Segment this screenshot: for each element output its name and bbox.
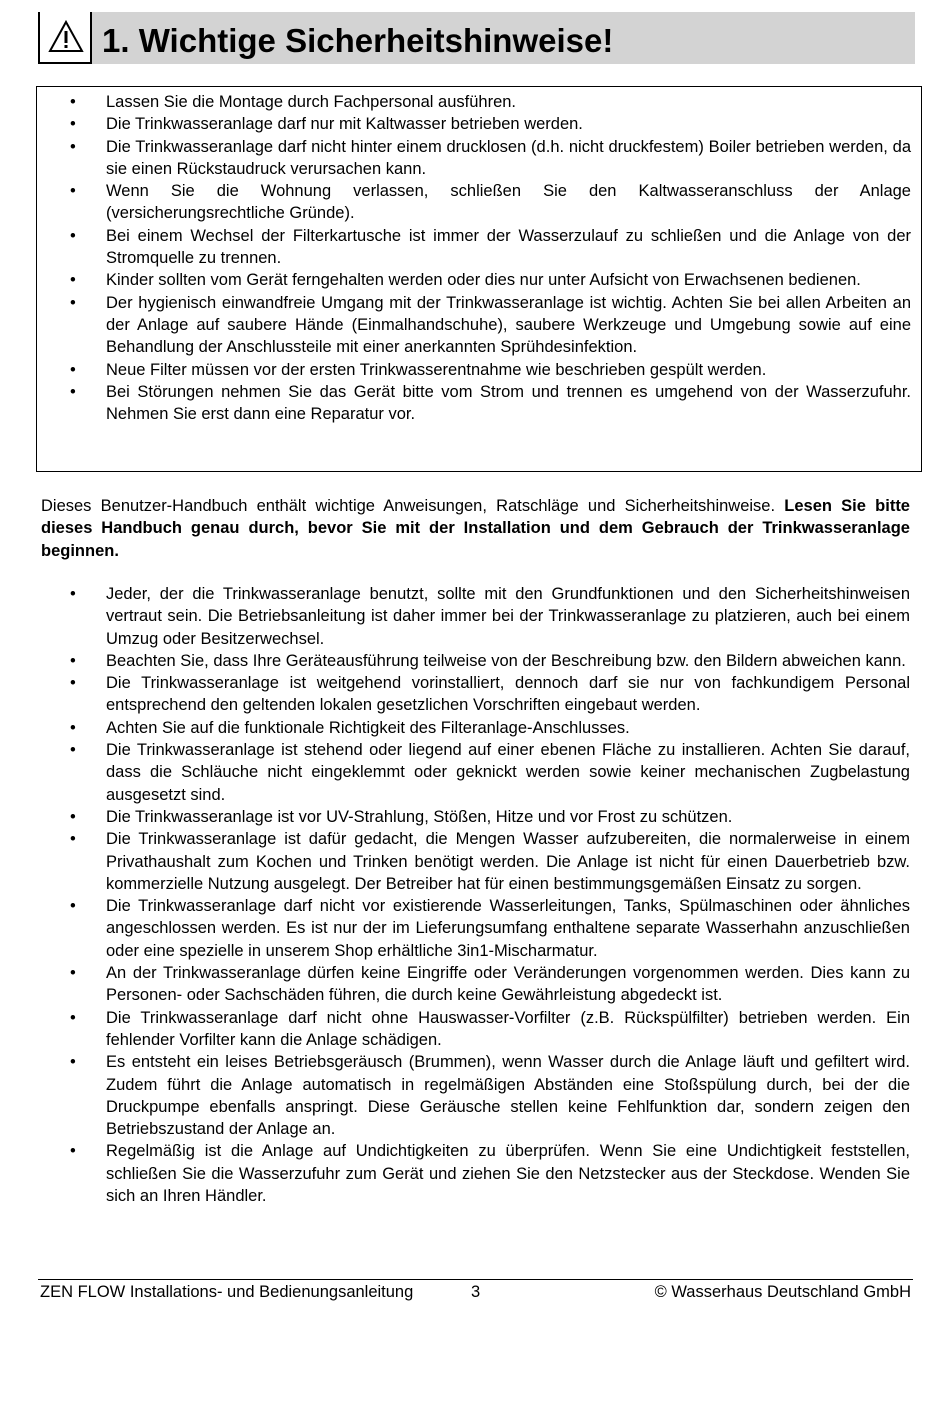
page-title: 1. Wichtige Sicherheitshinweise! [102,22,614,59]
list-item: • Beachten Sie, dass Ihre Geräteausführung teilweise von der Beschreibung bzw. den Bildern abweichen kann. [37,650,921,672]
section-header [38,12,915,64]
list-item: • Die Trinkwasseranlage darf nicht ohne Hauswasser-Vorfilter (z.B. Rückspülfilter) betrieben werden. Ein fehlender Vorfilter kann die Anlage schädigen. [37,1007,921,1052]
instructions-section [37,583,921,1207]
list-item: • Bei einem Wechsel der Filterkartusche ist immer der Wasserzulauf zu schließen und die Anlage von der Stromquelle zu trennen. [37,225,921,270]
list-item: • Die Trinkwasseranlage darf nicht hinter einem drucklosen (d.h. nicht druckfestem) Boiler betrieben werden, da sie einen Rückstaudruck verursachen kann. [37,136,921,181]
list-item: • Neue Filter müssen vor der ersten Trinkwasserentnahme wie beschrieben gespült werden. [37,359,921,381]
list-item: • Kinder sollten vom Gerät ferngehalten werden oder dies nur unter Aufsicht von Erwachsenen bedienen. [37,269,921,291]
list-item: • Die Trinkwasseranlage ist stehend oder liegend auf einer ebenen Fläche zu installieren. Achten Sie darauf, dass die Schläuche nicht eingeklemmt oder geknickt werden sowie keiner mechanischen Zugbelastung ausgesetzt sind. [37,739,921,806]
list-item: • Der hygienisch einwandfreie Umgang mit der Trinkwasseranlage ist wichtig. Achten Sie bei allen Arbeiten an der Anlage auf saubere Hände (Einmalhandschuhe), saubere Werkzeuge und Umgebung sowie auf eine Behandlung der Anschlussteile mit einer anerkannten Sprühdesinfektion. [37,292,921,359]
intro-bold-text: Lesen Sie bitte dieses Handbuch genau durch, bevor Sie mit der Installation und dem Gebrauch der Trinkwasseranlage beginnen. [41,497,910,560]
list-item: • Regelmäßig ist die Anlage auf Undichtigkeiten zu überprüfen. Wenn Sie eine Undichtigkeit feststellen, schließen Sie die Wasserzufuhr zum Gerät und ziehen Sie den Netzstecker aus der Steckdose. Wenden Sie sich an Ihren Händler. [37,1140,921,1207]
list-item: • Jeder, der die Trinkwasseranlage benutzt, sollte mit den Grundfunktionen und den Sicherheitshinweisen vertraut sein. Die Betriebsanleitung ist daher immer bei der Trinkwasseranlage zu platzieren, auch bei einem Umzug oder Besitzerwechsel. [37,583,921,650]
instructions-list [37,583,921,1207]
safety-list [37,91,921,425]
page-number: 3 [471,1283,481,1301]
list-item: • Die Trinkwasseranlage ist weitgehend vorinstalliert, dennoch darf sie nur von fachkundigem Personal entsprechend den geltenden lokalen gesetzlichen Vorschriften eingebaut werden. [37,672,921,717]
list-item: • Die Trinkwasseranlage darf nicht vor existierende Wasserleitungen, Tanks, Spülmaschinen oder ähnliches angeschlossen werden. Es ist nur der im Lieferungsumfang enthaltene separate Wasserhahn anzuschließen oder eine spezielle in unserem Shop erhältliche 3in1-Mischarmatur. [37,895,921,962]
footer-document-title: ZEN FLOW Installations- und Bedienungsanleitung [40,1283,414,1301]
list-item: • Lassen Sie die Montage durch Fachpersonal ausführen. [37,91,921,113]
footer-copyright: © Wasserhaus Deutschland GmbH [654,1283,911,1301]
intro-paragraph [41,495,910,562]
list-item: • Die Trinkwasseranlage ist vor UV-Strahlung, Stößen, Hitze und vor Frost zu schützen. [37,806,921,828]
safety-notice-box [36,86,922,472]
warning-triangle-icon [48,19,84,55]
list-item: • Es entsteht ein leises Betriebsgeräusch (Brummen), wenn Wasser durch die Anlage läuft und gefiltert wird. Zudem führt die Anlage automatisch in regelmäßigen Abständen eine Stoßspülung durch, bei der die Druckpumpe ebenfalls anspringt. Diese Geräusche stellen keine Fehlfunktion dar, sondern zeigen den Betriebszustand der Anlage an. [37,1051,921,1140]
list-item: • Bei Störungen nehmen Sie das Gerät bitte vom Strom und trennen es umgehend von der Wasserzufuhr. Nehmen Sie erst dann eine Reparatur vor. [37,381,921,426]
list-item: • Die Trinkwasseranlage darf nur mit Kaltwasser betrieben werden. [37,113,921,135]
list-item: • An der Trinkwasseranlage dürfen keine Eingriffe oder Veränderungen vorgenommen werden. Dies kann zu Personen- oder Sachschäden führen, die durch keine Gewährleistung abgedeckt ist. [37,962,921,1007]
list-item: • Wenn Sie die Wohnung verlassen, schließen Sie den Kaltwasseranschluss der Anlage (versicherungsrechtliche Gründe). [37,180,921,225]
intro-text: Dieses Benutzer-Handbuch enthält wichtige Anweisungen, Ratschläge und Sicherheitshinweise. [41,497,785,515]
list-item: • Achten Sie auf die funktionale Richtigkeit des Filteranlage-Anschlusses. [37,717,921,739]
warning-icon-box [40,12,92,64]
footer-divider [38,1279,913,1280]
list-item: • Die Trinkwasseranlage ist dafür gedacht, die Mengen Wasser aufzubereiten, die normalerweise in einem Privathaushalt zum Kochen und Trinken benötigt werden. Die Anlage ist nicht für einen Dauerbetrieb bzw. kommerzielle Nutzung ausgelegt. Der Betreiber hat für einen bestimmungsgemäßen Einsatz zu sorgen. [37,828,921,895]
